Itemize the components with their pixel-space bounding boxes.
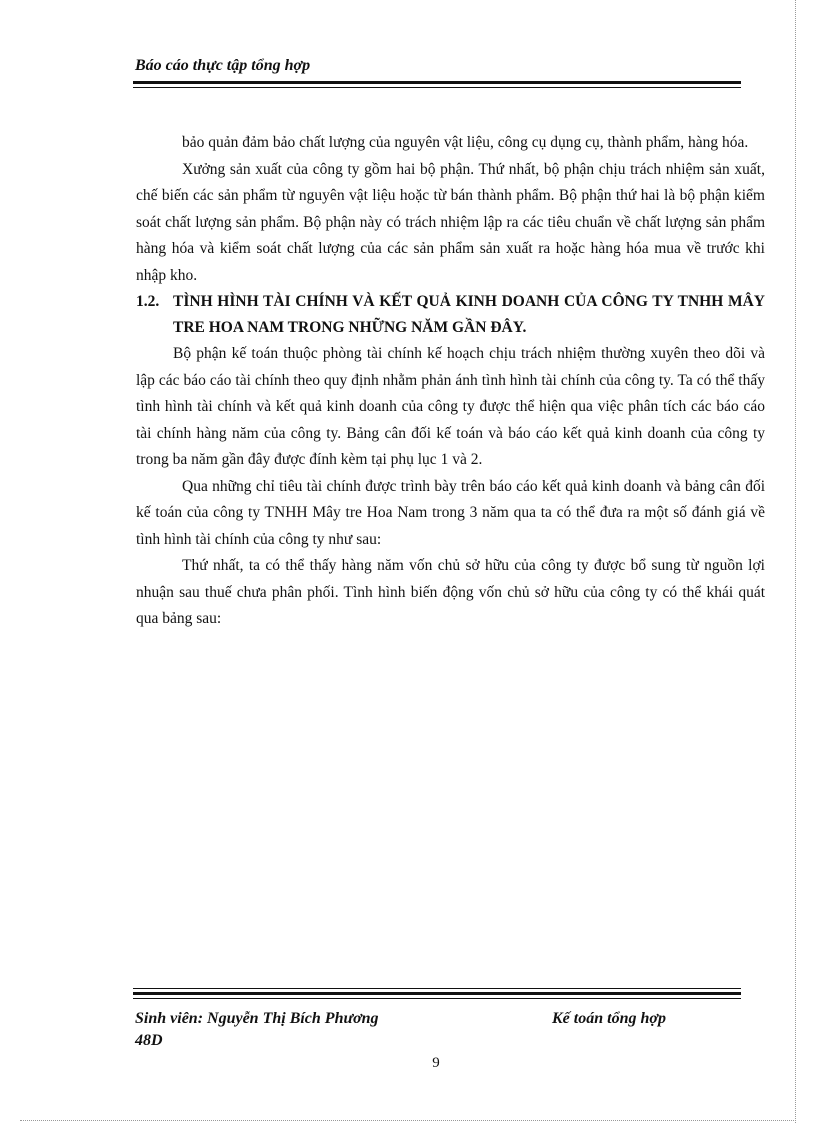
page-number: 9 — [432, 1055, 440, 1071]
footer-rule-thick — [133, 992, 741, 995]
paragraph-2: Xưởng sản xuất của công ty gồm hai bộ phận. Thứ nhất, bộ phận chịu trách nhiệm sản xuất, chế biến các sản phẩm từ nguyên vật liệu hoặc từ bán thành phẩm. Bộ phận thứ hai là bộ phận kiểm soát chất lượng sản phẩm. Bộ phận này có trách nhiệm lập ra các tiêu chuẩn về chất lượng sản phẩm hàng hóa và kiểm soát chất lượng của các sản phẩm sản xuất ra hoặc hàng hóa mua về trước khi nhập kho. — [136, 160, 765, 284]
page-edge-right — [795, 0, 796, 1123]
class-code: 48D — [135, 1032, 163, 1049]
student-name: Sinh viên: Nguyễn Thị Bích Phương — [135, 1010, 379, 1027]
footer-student — [135, 1008, 379, 1052]
paragraph-3: Bộ phận kế toán thuộc phòng tài chính kế hoạch chịu trách nhiệm thường xuyên theo dõi và lập các báo cáo tài chính theo quy định nhằm phản ánh tình hình tài chính của công ty. Ta có thể thấy tình hình tài chính và kết quả kinh doanh của công ty được thể hiện qua việc phân tích các báo cáo tài chính hàng năm của công ty. Bảng cân đối kế toán và báo cáo kết quả kinh doanh của công ty trong ba năm gần đây được đính kèm tại phụ lục 1 và 2. — [136, 345, 765, 468]
paragraph-5: Thứ nhất, ta có thể thấy hàng năm vốn chủ sở hữu của công ty được bổ sung từ nguồn lợi nhuận sau thuế chưa phân phối. Tình hình biến động vốn chủ sở hữu của công ty có thể khái quát qua bảng sau: — [136, 557, 765, 627]
footer-major: Kế toán tổng hợp — [552, 1010, 666, 1027]
footer-rule-thin-top — [133, 988, 741, 989]
paragraph-4: Qua những chỉ tiêu tài chính được trình bày trên báo cáo kết quả kinh doanh và bảng cân đối kế toán của công ty TNHH Mây tre Hoa Nam trong 3 năm qua ta có thể đưa ra một số đánh giá về tình hình tài chính của công ty như sau: — [136, 477, 765, 548]
page-edge-bottom — [20, 1120, 796, 1121]
body-text — [136, 130, 765, 633]
paragraph-1: bảo quản đảm bảo chất lượng của nguyên vật liệu, công cụ dụng cụ, thành phẩm, hàng hóa. — [182, 134, 749, 151]
section-number: 1.2. — [136, 293, 160, 310]
section-heading — [136, 289, 765, 341]
running-header: Báo cáo thực tập tổng hợp — [135, 57, 311, 74]
header-rule-thick — [133, 81, 741, 84]
section-title: TÌNH HÌNH TÀI CHÍNH VÀ KẾT QUẢ KINH DOANH CỦA CÔNG TY TNHH MÂY TRE HOA NAM TRONG NHỮNG NĂM GẦN ĐÂY. — [173, 293, 765, 336]
header-rule-thin — [133, 87, 741, 88]
footer-rule-thin-bottom — [133, 998, 741, 999]
